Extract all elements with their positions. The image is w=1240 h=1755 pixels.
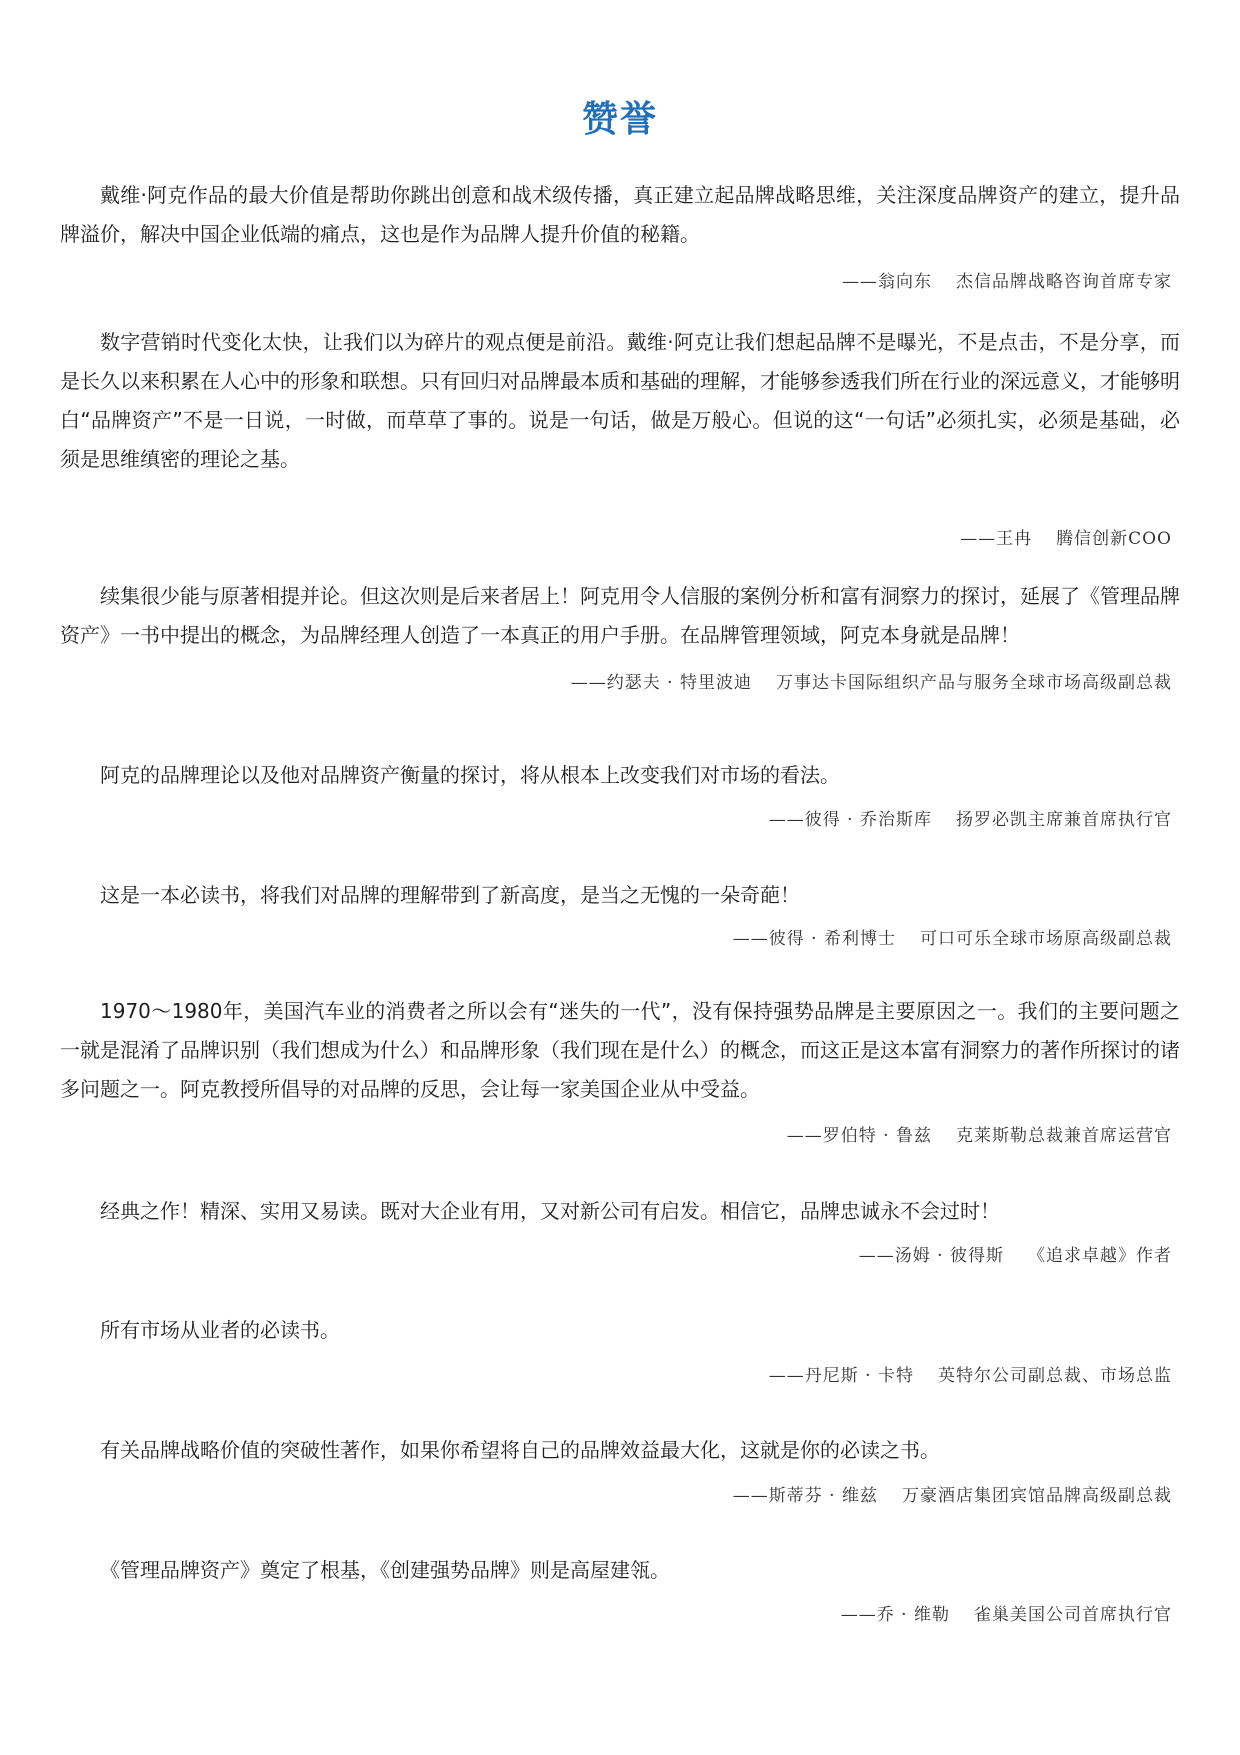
endorsement-attribution — [72, 1481, 1172, 1511]
endorser-name: ——约瑟夫 · 特里波迪 — [570, 673, 752, 693]
endorsement-attribution — [72, 1121, 1172, 1151]
endorsement-attribution — [72, 668, 1172, 698]
endorser-role: 腾信创新COO — [1056, 529, 1172, 549]
endorsement-quote: 有关品牌战略价值的突破性著作，如果你希望将自己的品牌效益最大化，这就是你的必读之书。 — [100, 1438, 940, 1462]
endorsement-quote: 《管理品牌资产》奠定了根基，《创建强势品牌》则是高屋建瓴。 — [100, 1558, 670, 1582]
endorser-name: ——王冉 — [960, 529, 1033, 549]
endorser-role: 扬罗必凯主席兼首席执行官 — [956, 810, 1172, 830]
endorser-name: ——乔 · 维勒 — [840, 1605, 950, 1625]
endorsement-quote: 续集很少能与原著相提并论。但这次则是后来者居上！阿克用令人信服的案例分析和富有洞察力的探讨，延展了《管理品牌资产》一书中提出的概念，为品牌经理人创造了一本真正的用户手册。在品牌管理领域，阿克本身就是品牌！ — [60, 584, 1180, 647]
endorser-role: 英特尔公司副总裁、市场总监 — [938, 1366, 1172, 1386]
endorser-role: 万事达卡国际组织产品与服务全球市场高级副总裁 — [776, 673, 1172, 693]
endorsement-quote: 阿克的品牌理论以及他对品牌资产衡量的探讨，将从根本上改变我们对市场的看法。 — [100, 763, 840, 787]
endorser-role: 万豪酒店集团宾馆品牌高级副总裁 — [902, 1486, 1172, 1506]
endorsement-quote: 1970～1980年，美国汽车业的消费者之所以会有“迷失的一代”，没有保持强势品牌是主要原因之一。我们的主要问题之一就是混淆了品牌识别（我们想成为什么）和品牌形象（我们现在是什么）的概念，而这正是这本富有洞察力的著作所探讨的诸多问题之一。阿克教授所倡导的对品牌的反思，会让每一家美国企业从中受益。 — [60, 999, 1180, 1101]
endorser-name: ——汤姆 · 彼得斯 — [858, 1246, 1004, 1266]
endorsement-attribution — [72, 524, 1172, 554]
endorser-role: 克莱斯勒总裁兼首席运营官 — [956, 1126, 1172, 1146]
endorsement-attribution — [72, 805, 1172, 835]
endorser-name: ——斯蒂芬 · 维兹 — [732, 1486, 878, 1506]
endorser-role: 雀巢美国公司首席执行官 — [974, 1605, 1172, 1625]
endorser-name: ——彼得 · 乔治斯库 — [768, 810, 932, 830]
endorser-role: 杰信品牌战略咨询首席专家 — [956, 272, 1172, 292]
endorsement-quote: 数字营销时代变化太快，让我们以为碎片的观点便是前沿。戴维·阿克让我们想起品牌不是曝光，不是点击，不是分享，而是长久以来积累在人心中的形象和联想。只有回归对品牌最本质和基础的理解，才能够参透我们所在行业的深远意义，才能够明白“品牌资产”不是一日说，一时做，而草草了事的。说是一句话，做是万般心。但说的这“一句话”必须扎实，必须是基础，必须是思维缜密的理论之基。 — [60, 330, 1180, 471]
endorsement-attribution — [72, 1361, 1172, 1391]
endorser-role: 可口可乐全球市场原高级副总裁 — [920, 929, 1172, 949]
page-title: 赞誉 — [581, 99, 658, 141]
endorsement-attribution — [72, 267, 1172, 297]
endorsement-quote: 经典之作！精深、实用又易读。既对大企业有用，又对新公司有启发。相信它，品牌忠诚永不会过时！ — [100, 1199, 1000, 1223]
endorsement-attribution — [72, 924, 1172, 954]
endorsement-quote: 这是一本必读书，将我们对品牌的理解带到了新高度，是当之无愧的一朵奇葩！ — [100, 883, 800, 907]
endorsement-attribution — [72, 1600, 1172, 1630]
endorsement-quote: 所有市场从业者的必读书。 — [100, 1318, 340, 1342]
endorser-name: ——翁向东 — [842, 272, 932, 292]
endorser-name: ——彼得 · 希利博士 — [732, 929, 896, 949]
endorser-name: ——丹尼斯 · 卡特 — [768, 1366, 914, 1386]
endorser-role: 《追求卓越》作者 — [1028, 1246, 1172, 1266]
endorsement-attribution — [72, 1241, 1172, 1271]
endorser-name: ——罗伯特 · 鲁兹 — [786, 1126, 932, 1146]
endorsement-quote: 戴维·阿克作品的最大价值是帮助你跳出创意和战术级传播，真正建立起品牌战略思维，关注深度品牌资产的建立，提升品牌溢价，解决中国企业低端的痛点，这也是作为品牌人提升价值的秘籍。 — [60, 183, 1180, 246]
page — [60, 0, 1180, 1755]
